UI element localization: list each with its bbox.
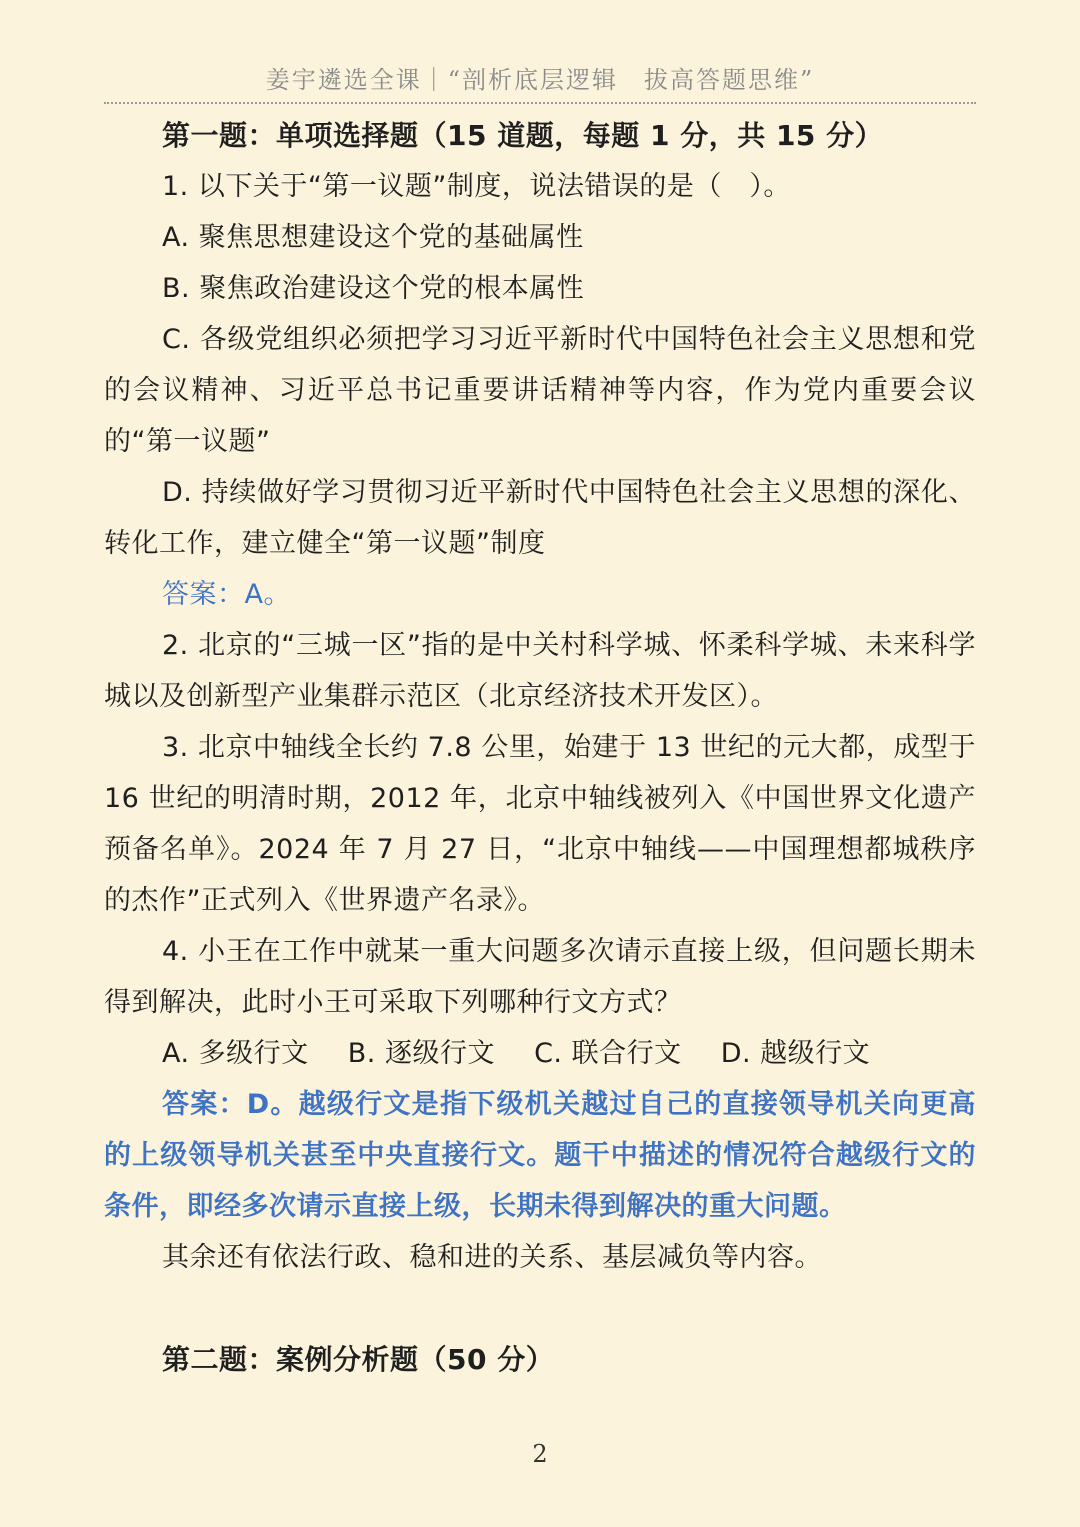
item-3: 3. 北京中轴线全长约 7.8 公里，始建于 13 世纪的元大都，成型于 16 世纪的明清时期，2012 年，北京中轴线被列入《中国世界文化遗产预备名单》。2024 年 7 月 27 日，“北京中轴线——中国理想都城秩序的杰作”正式列入《世界遗产名录》。 (104, 732, 976, 916)
remainder-note: 其余还有依法行政、稳和进的关系、基层减负等内容。 (162, 1242, 822, 1273)
q4-option-a: A. 多级行文 (162, 1038, 309, 1069)
section-spacer (104, 1283, 976, 1334)
page-number: 2 (532, 1440, 548, 1468)
section-2-title: 第二题：案例分析题（50 分） (162, 1343, 555, 1376)
q1-option-a: A. 聚焦思想建设这个党的基础属性 (162, 222, 584, 253)
q4-option-d: D. 越级行文 (720, 1038, 871, 1069)
q1-option-c: C. 各级党组织必须把学习习近平新时代中国特色社会主义思想和党的会议精神、习近平总书记重要讲话精神等内容，作为党内重要会议的“第一议题” (104, 324, 976, 457)
section-1-title: 第一题：单项选择题（15 道题，每题 1 分，共 15 分） (162, 119, 884, 152)
q4-option-c: C. 联合行文 (534, 1038, 682, 1069)
q4-options (104, 1028, 976, 1079)
q4-option-b: B. 逐级行文 (347, 1038, 495, 1069)
q1-option-d: D. 持续做好学习贯彻习近平新时代中国特色社会主义思想的深化、转化工作，建立健全“第一议题”制度 (104, 477, 976, 559)
page-header: 姜宇遴选全课｜“剖析底层逻辑 拔高答题思维” (104, 62, 976, 104)
q1-stem: 1. 以下关于“第一议题”制度，说法错误的是（ ）。 (162, 171, 791, 202)
page-content (104, 110, 976, 1385)
q4-answer: 答案：D。越级行文是指下级机关越过自己的直接领导机关向更高的上级领导机关甚至中央直接行文。题干中描述的情况符合越级行文的条件，即经多次请示直接上级，长期未得到解决的重大问题。 (104, 1089, 976, 1222)
q4-stem: 4. 小王在工作中就某一重大问题多次请示直接上级，但问题长期未得到解决，此时小王可采取下列哪种行文方式？ (104, 936, 976, 1018)
item-2: 2. 北京的“三城一区”指的是中关村科学城、怀柔科学城、未来科学城以及创新型产业集群示范区（北京经济技术开发区）。 (104, 630, 976, 712)
q1-option-b: B. 聚焦政治建设这个党的根本属性 (162, 273, 585, 304)
q1-answer: 答案：A。 (162, 579, 291, 610)
